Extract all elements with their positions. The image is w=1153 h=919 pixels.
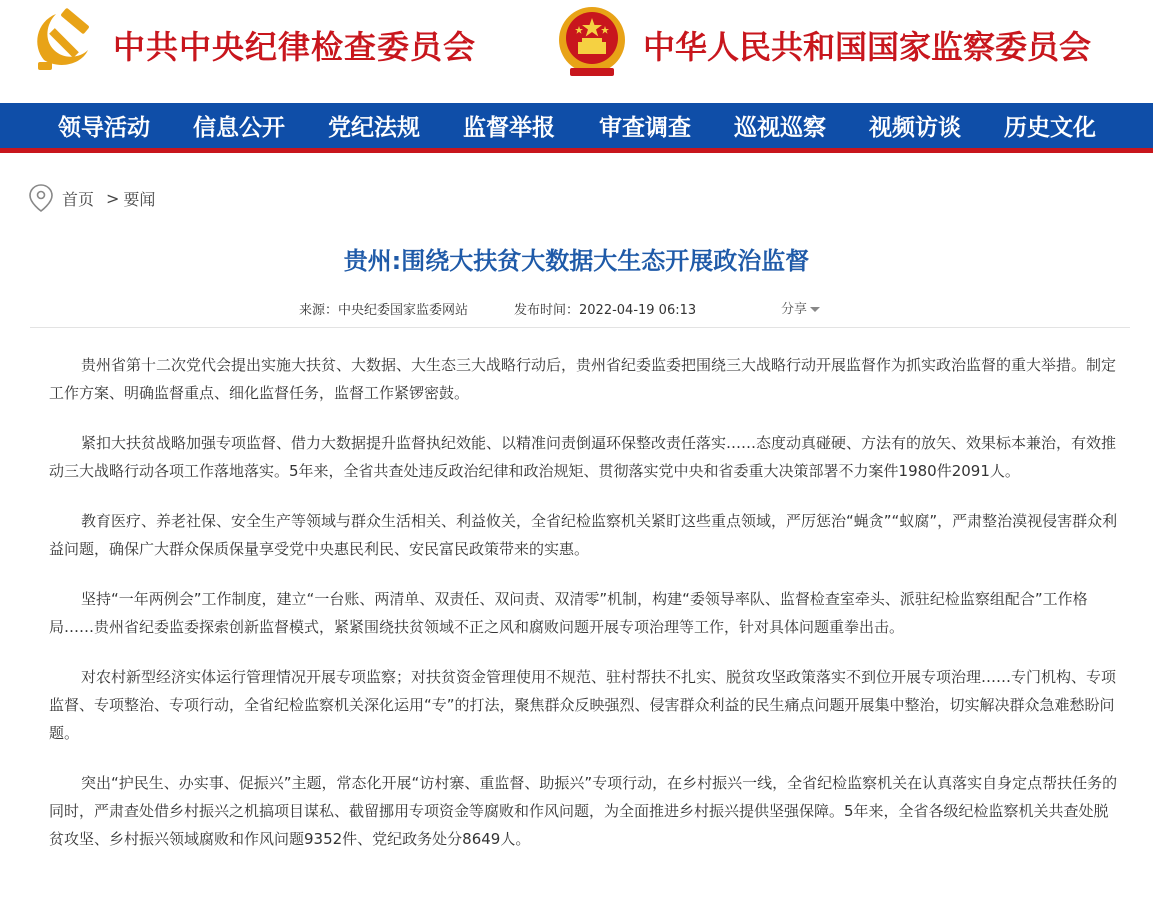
location-pin-icon <box>28 183 54 213</box>
breadcrumb-separator: > <box>106 188 120 208</box>
nav-item-leadership[interactable]: 领导活动 <box>58 114 150 141</box>
cpc-ccdi-title: 中共中央纪律检查委员会 <box>113 28 477 66</box>
share-button[interactable] <box>781 298 820 317</box>
share-label: 分享 <box>781 302 808 317</box>
chevron-down-icon <box>810 307 820 312</box>
breadcrumb <box>28 183 155 213</box>
breadcrumb-current[interactable]: 要闻 <box>123 189 156 209</box>
site-header <box>0 0 1153 103</box>
nav-item-info-disclosure[interactable]: 信息公开 <box>193 114 285 141</box>
main-nav <box>0 103 1153 153</box>
article-body <box>49 351 1119 875</box>
national-emblem-icon[interactable] <box>556 4 628 80</box>
nav-item-report[interactable]: 监督举报 <box>463 114 555 141</box>
paragraph: 对农村新型经济实体运行管理情况开展专项监察；对扶贫资金管理使用不规范、驻村帮扶不扎实、脱贫攻坚政策落实不到位开展专项治理……专门机构、专项监督、专项整治、专项行动，全省纪检监察机关深化运用“专”的打法，聚焦群众反映强烈、侵害群众利益的民生痛点问题开展集中整治，切实解决群众急难愁盼问题。 <box>49 668 1117 742</box>
paragraph: 突出“护民生、办实事、促振兴”主题，常态化开展“访村寨、重监督、助振兴”专项行动，在乡村振兴一线，全省纪检监察机关在认真落实自身定点帮扶任务的同时，严肃查处借乡村振兴之机搞项目谋私、截留挪用专项资金等腐败和作风问题，为全面推进乡村振兴提供坚强保障。5年来，全省各级纪检监察机关共查处脱贫攻坚、乡村振兴领域腐败和作风问题9352件、党纪政务处分8649人。 <box>49 774 1118 848</box>
breadcrumb-home[interactable]: 首页 <box>62 189 95 209</box>
article-date: 发布时间：2022-04-19 06:13 <box>514 303 697 318</box>
paragraph: 教育医疗、养老社保、安全生产等领域与群众生活相关、利益攸关，全省纪检监察机关紧盯这些重点领域，严厉惩治“蝇贪”“蚁腐”，严肃整治漠视侵害群众利益问题，确保广大群众保质保量享受党中央惠民利民、安民富民政策带来的实惠。 <box>49 512 1118 558</box>
nav-item-investigation[interactable]: 审查调查 <box>599 114 691 141</box>
party-emblem-icon[interactable] <box>30 6 100 76</box>
nsc-title: 中华人民共和国国家监察委员会 <box>643 28 1092 66</box>
nav-item-history[interactable]: 历史文化 <box>1004 114 1096 141</box>
divider <box>30 327 1130 328</box>
nav-item-party-regulations[interactable]: 党纪法规 <box>328 114 420 141</box>
paragraph: 坚持“一年两例会”工作制度，建立“一台账、两清单、双责任、双问责、双清零”机制，构建“委领导率队、监督检查室牵头、派驻纪检监察组配合”工作格局……贵州省纪委监委探索创新监督模式，紧紧围绕扶贫领域不正之风和腐败问题开展专项治理等工作，针对具体问题重拳出击。 <box>49 590 1088 636</box>
nav-item-video[interactable]: 视频访谈 <box>869 114 961 141</box>
article-title: 贵州:围绕大扶贫大数据大生态开展政治监督 <box>343 247 810 275</box>
paragraph: 紧扣大扶贫战略加强专项监督、借力大数据提升监督执纪效能、以精准问责倒逼环保整改责任落实……态度动真碰硬、方法有的放矢、效果标本兼治，有效推动三大战略行动各项工作落地落实。5年来，全省共查处违反政治纪律和政治规矩、贯彻落实党中央和省委重大决策部署不力案件1980件2091人。 <box>49 434 1117 480</box>
paragraph: 贵州省第十二次党代会提出实施大扶贫、大数据、大生态三大战略行动后，贵州省纪委监委把围绕三大战略行动开展监督作为抓实政治监督的重大举措。制定工作方案、明确监督重点、细化监督任务，监督工作紧锣密鼓。 <box>49 356 1117 402</box>
article-source: 来源：中央纪委国家监委网站 <box>299 303 469 318</box>
nav-item-inspection[interactable]: 巡视巡察 <box>734 114 826 141</box>
